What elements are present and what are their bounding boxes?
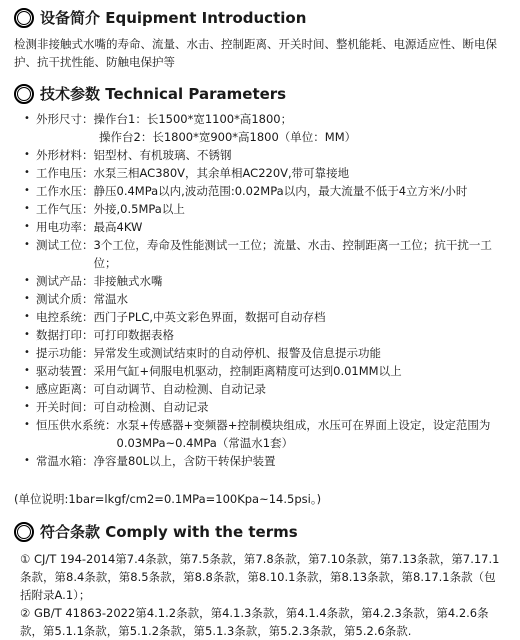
param-value: 采用气缸+伺服电机驱动，控制距离精度可达到0.01MM以上 — [93, 364, 402, 378]
param-value: 非接触式水嘴 — [93, 274, 163, 288]
intro-text: 检测非接触式水嘴的寿命、流量、水击、控制距离、开关时间、整机能耗、电源适应性、断电保护、抗干扰性能、防触电保护等 — [14, 37, 497, 69]
comply-text — [14, 550, 506, 640]
param-label: • 测试介质： — [36, 292, 94, 306]
param-label: • 工作电压： — [36, 166, 94, 180]
param-item — [14, 200, 506, 218]
param-value: 外接,0.5MPa以上 — [93, 202, 185, 216]
params-title: 技术参数 Technical Parameters — [40, 85, 287, 103]
param-label: • 工作气压： — [36, 202, 94, 216]
param-label: • 工作水压： — [36, 184, 94, 198]
params-heading — [14, 82, 506, 106]
param-item — [14, 344, 506, 362]
param-value: 常温水 — [93, 292, 128, 306]
param-item — [14, 452, 506, 470]
param-item — [14, 380, 506, 398]
param-label: • 测试产品： — [36, 274, 94, 288]
params-list — [14, 110, 506, 470]
param-value: 操作台2：长1800*宽900*高1800（单位：MM） — [99, 130, 357, 144]
param-label: • 用电功率： — [36, 220, 94, 234]
param-value: 水泵三相AC380V，其余单相AC220V,带可靠接地 — [93, 166, 350, 180]
param-value: 可打印数据表格 — [93, 328, 174, 342]
param-value: 铝型材、有机玻璃、不锈钢 — [93, 148, 232, 162]
target-circle-icon — [14, 8, 34, 28]
param-label: • 数据打印： — [36, 328, 94, 342]
intro-heading — [14, 6, 506, 30]
param-item — [14, 218, 506, 236]
param-item — [14, 398, 506, 416]
param-value: 可自动检测、自动记录 — [93, 400, 209, 414]
params-section — [14, 82, 506, 508]
param-value: 西门子PLC,中英文彩色界面，数据可自动存档 — [93, 310, 326, 324]
target-circle-icon — [14, 522, 34, 542]
intro-section — [14, 6, 506, 71]
param-label: • 测试工位： — [36, 238, 94, 252]
param-value: 最高4KW — [93, 220, 143, 234]
param-item — [14, 326, 506, 344]
param-label: • 外形材料： — [36, 148, 94, 162]
param-item — [14, 236, 506, 272]
param-item — [14, 164, 506, 182]
comply-line: ① CJ/T 194-2014第7.4条款，第7.5条款，第7.8条款，第7.10条款，第7.13条款，第7.17.1条款，第8.4条款，第8.5条款，第8.8条款，第8.10.1条款，第8.13条款，第8.17.1条款（包括附录A.1）； — [20, 552, 500, 602]
param-label: • 开关时间： — [36, 400, 94, 414]
param-value: 水泵+传感器+变频器+控制模块组成，水压可在界面上设定，设定范围为0.03MPa~0.4MPa（常温水1套） — [116, 418, 491, 450]
param-value: 净容量80L以上，含防干转保护装置 — [93, 454, 276, 468]
param-value: 异常发生或测试结束时的自动停机、报警及信息提示功能 — [93, 346, 381, 360]
unit-note: (单位说明:1bar=lkgf/cm2=0.1MPa=100Kpa~14.5psi。) — [14, 492, 322, 506]
comply-line: ② GB/T 41863-2022第4.1.2条款，第4.1.3条款，第4.1.4条款，第4.2.3条款，第4.2.6条款，第5.1.1条款，第5.1.2条款，第5.1.3条款，第5.2.3条款，第5.2.6条款. — [20, 606, 489, 638]
param-label: • 恒压供水系统： — [36, 418, 117, 432]
param-label: • 常温水箱： — [36, 454, 94, 468]
param-item — [14, 308, 506, 326]
param-label: • 提示功能： — [36, 346, 94, 360]
param-value: 可自动调节、自动检测、自动记录 — [93, 382, 266, 396]
param-item — [14, 272, 506, 290]
intro-title: 设备简介 Equipment Introduction — [40, 9, 307, 27]
param-item — [14, 362, 506, 380]
param-item — [14, 416, 506, 452]
param-label: • 感应距离： — [36, 382, 94, 396]
param-label: • 外形尺寸： — [36, 112, 94, 126]
comply-heading — [14, 520, 506, 544]
param-value: 操作台1：长1500*宽1100*高1800； — [93, 112, 293, 126]
param-label: • 驱动装置： — [36, 364, 94, 378]
comply-title: 符合条款 Comply with the terms — [40, 523, 298, 541]
param-item — [14, 290, 506, 308]
param-item — [14, 146, 506, 164]
param-item — [14, 128, 506, 146]
param-label: • 电控系统： — [36, 310, 94, 324]
target-circle-icon — [14, 84, 34, 104]
comply-section — [14, 520, 506, 640]
param-value: 静压0.4MPa以内,波动范围:0.02MPa以内，最大流量不低于4立方米/小时 — [93, 184, 468, 198]
param-item — [14, 182, 506, 200]
param-value: 3个工位，寿命及性能测试一工位；流量、水击、控制距离一工位；抗干扰一工位； — [93, 238, 492, 270]
param-item — [14, 110, 506, 128]
